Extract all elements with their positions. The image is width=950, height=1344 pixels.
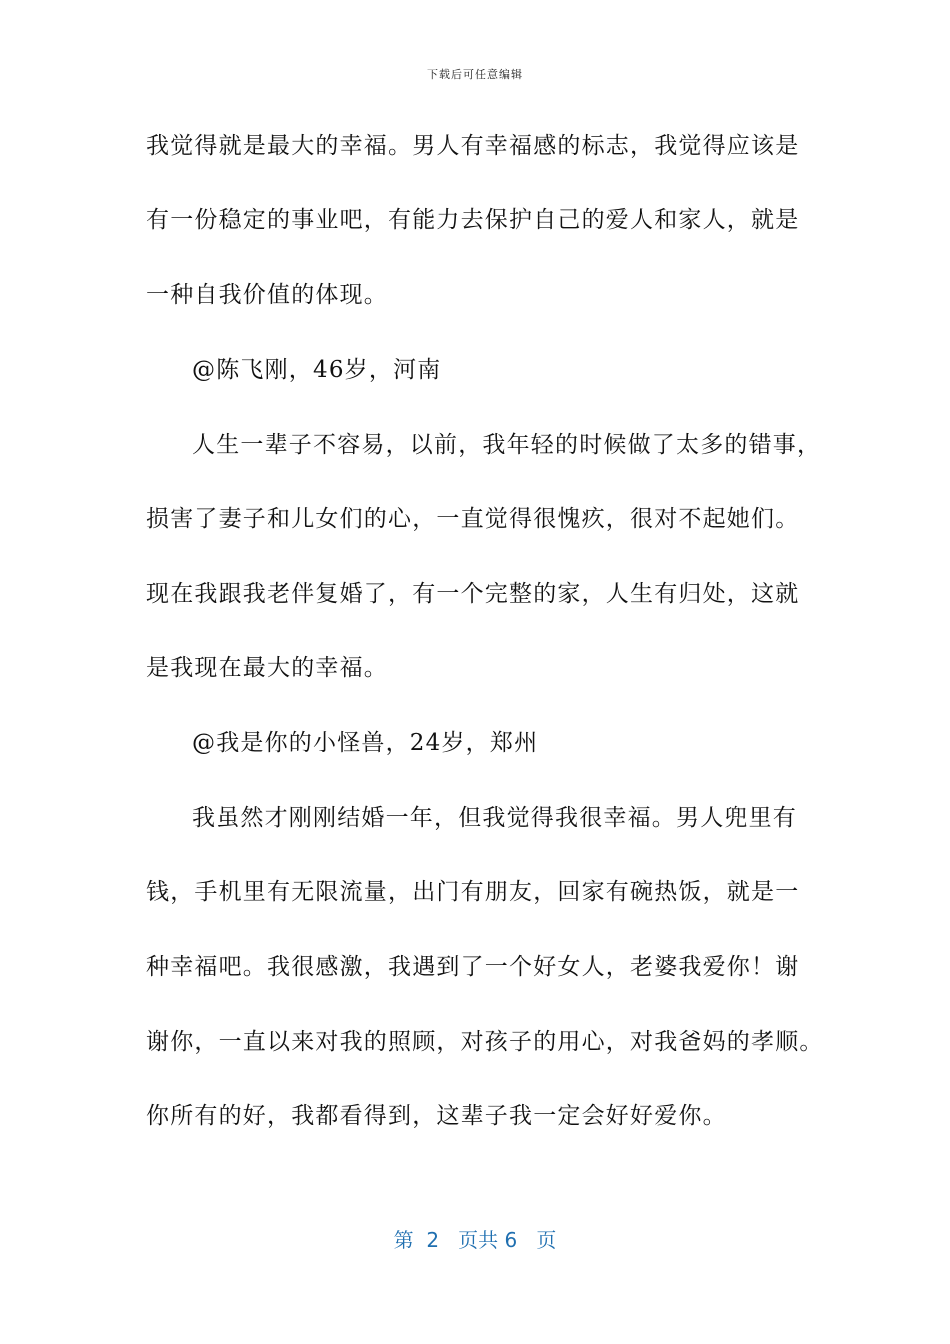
page-number: 第 2 页共 6 页 [393, 1228, 557, 1252]
body-line: 我虽然才刚刚结婚一年，但我觉得我很幸福。男人兜里有 [192, 805, 797, 831]
body-line: 你所有的好，我都看得到，这辈子我一定会好好爱你。 [146, 1103, 727, 1129]
body-line: 人生一辈子不容易，以前，我年轻的时候做了太多的错事， [192, 432, 822, 458]
header-note: 下载后可任意编辑 [427, 68, 523, 81]
body-line: 谢你，一直以来对我的照顾，对孩子的用心，对我爸妈的孝顺。 [146, 1029, 824, 1055]
body-line: 钱，手机里有无限流量，出门有朋友，回家有碗热饭，就是一 [146, 879, 800, 905]
author-heading: @陈飞刚，46岁，河南 [192, 357, 442, 383]
author-heading: @我是你的小怪兽，24岁，郑州 [192, 730, 539, 756]
body-line: 种幸福吧。我很感激，我遇到了一个好女人，老婆我爱你！谢 [146, 954, 800, 980]
body-line: 一种自我价值的体现。 [146, 282, 388, 308]
body-line: 我觉得就是最大的幸福。男人有幸福感的标志，我觉得应该是 [146, 133, 800, 159]
body-line: 有一份稳定的事业吧，有能力去保护自己的爱人和家人，就是 [146, 207, 800, 233]
body-line: 损害了妻子和儿女们的心，一直觉得很愧疚，很对不起她们。 [146, 506, 800, 532]
body-line: 是我现在最大的幸福。 [146, 655, 388, 681]
body-line: 现在我跟我老伴复婚了，有一个完整的家，人生有归处，这就 [146, 581, 800, 607]
